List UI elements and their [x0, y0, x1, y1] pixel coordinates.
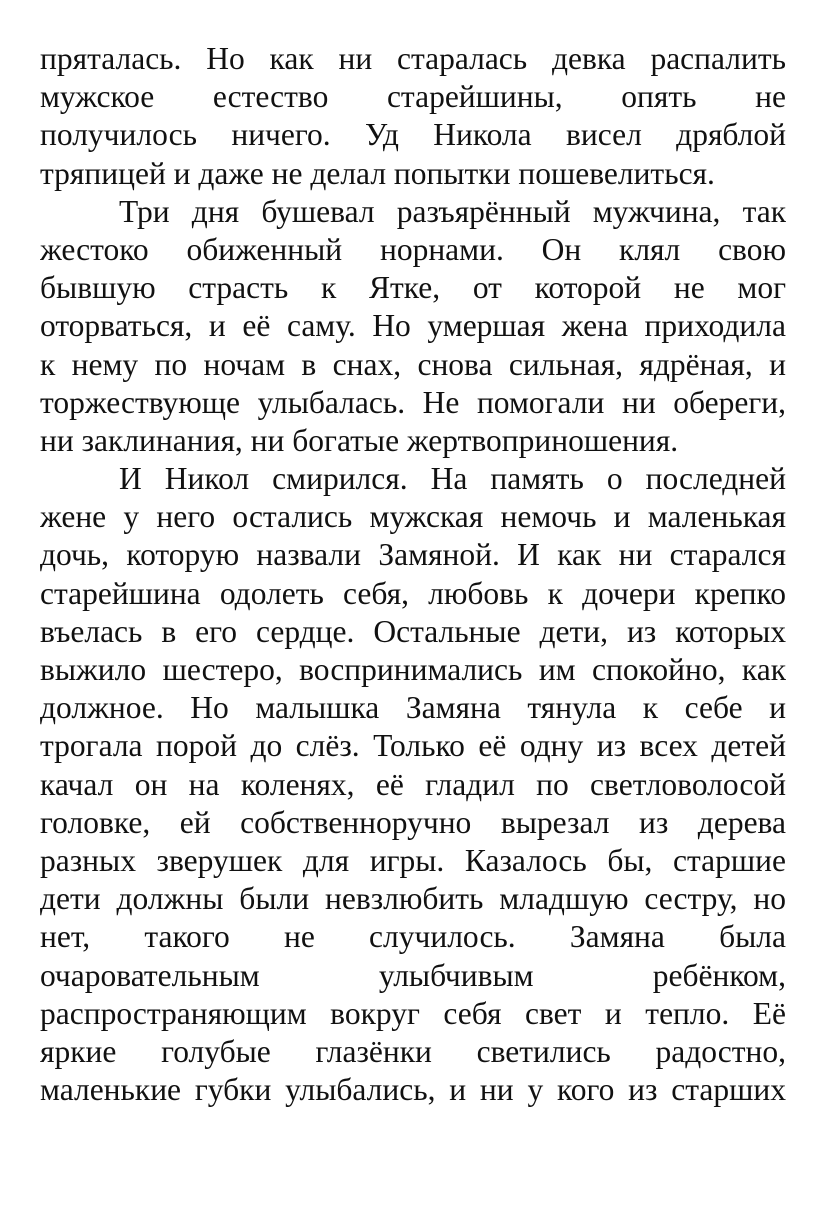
text-line: нет, такого не случилось. Замяна была: [40, 919, 786, 955]
text-line: жестоко обиженный норнами. Он клял свою: [40, 231, 786, 267]
paragraph-1: [40, 40, 786, 193]
text-line: к нему по ночам в снах, снова сильная, ядрёная, и: [40, 346, 786, 382]
text-line: торжествующе улыбалась. Не помогали ни обереги,: [40, 384, 786, 420]
text-line: Три дня бушевал разъярённый мужчина, так: [119, 193, 786, 229]
text-line: старейшина одолеть себя, любовь к дочери крепко: [40, 575, 786, 611]
text-line: бывшую страсть к Ятке, от которой не мог: [40, 270, 786, 306]
text-line: въелась в его сердце. Остальные дети, из которых: [40, 613, 786, 649]
text-line: маленькие губки улыбались, и ни у кого из старших: [40, 1072, 786, 1108]
text-line: пряталась. Но как ни старалась девка распалить: [40, 41, 786, 76]
text-line: очаровательным улыбчивым ребёнком,: [40, 957, 786, 993]
text-line: дети должны были невзлюбить младшую сестру, но: [40, 881, 786, 917]
text-line: трогала порой до слёз. Только её одну из всех детей: [40, 728, 786, 764]
text-line: яркие голубые глазёнки светились радостно,: [40, 1033, 786, 1069]
text-line: мужское естество старейшины, опять не: [40, 79, 786, 115]
text-line: И Никол смирился. На память о последней: [119, 461, 786, 497]
text-line: разных зверушек для игры. Казалось бы, старшие: [40, 842, 786, 878]
text-line: [40, 1186, 786, 1224]
paragraph-2: [40, 193, 786, 460]
text-line: жене у него остались мужская немочь и маленькая: [40, 499, 786, 535]
text-line: [40, 1147, 786, 1185]
document-page: [40, 40, 786, 1224]
paragraph-3: [40, 460, 786, 1224]
text-line: оторваться, и её саму. Но умершая жена приходила: [40, 308, 786, 344]
text-line: головке, ей собственноручно вырезал из дерева: [40, 804, 786, 840]
text-line: [40, 1109, 786, 1147]
text-line: распространяющим вокруг себя свет и тепло. Её: [40, 995, 786, 1031]
text-line: должное. Но малышка Замяна тянула к себе и: [40, 690, 786, 726]
text-line: ни заклинания, ни богатые жертвоприношения.: [40, 422, 679, 458]
text-line: выжило шестеро, воспринимались им спокойно, как: [40, 652, 786, 687]
text-line: получилось ничего. Уд Никола висел дряблой: [40, 117, 786, 153]
text-line: тряпицей и даже не делал попытки пошевелиться.: [40, 155, 715, 191]
text-line: качал он на коленях, её гладил по светловолосой: [40, 766, 786, 802]
text-line: дочь, которую назвали Замяной. И как ни старался: [40, 537, 786, 573]
